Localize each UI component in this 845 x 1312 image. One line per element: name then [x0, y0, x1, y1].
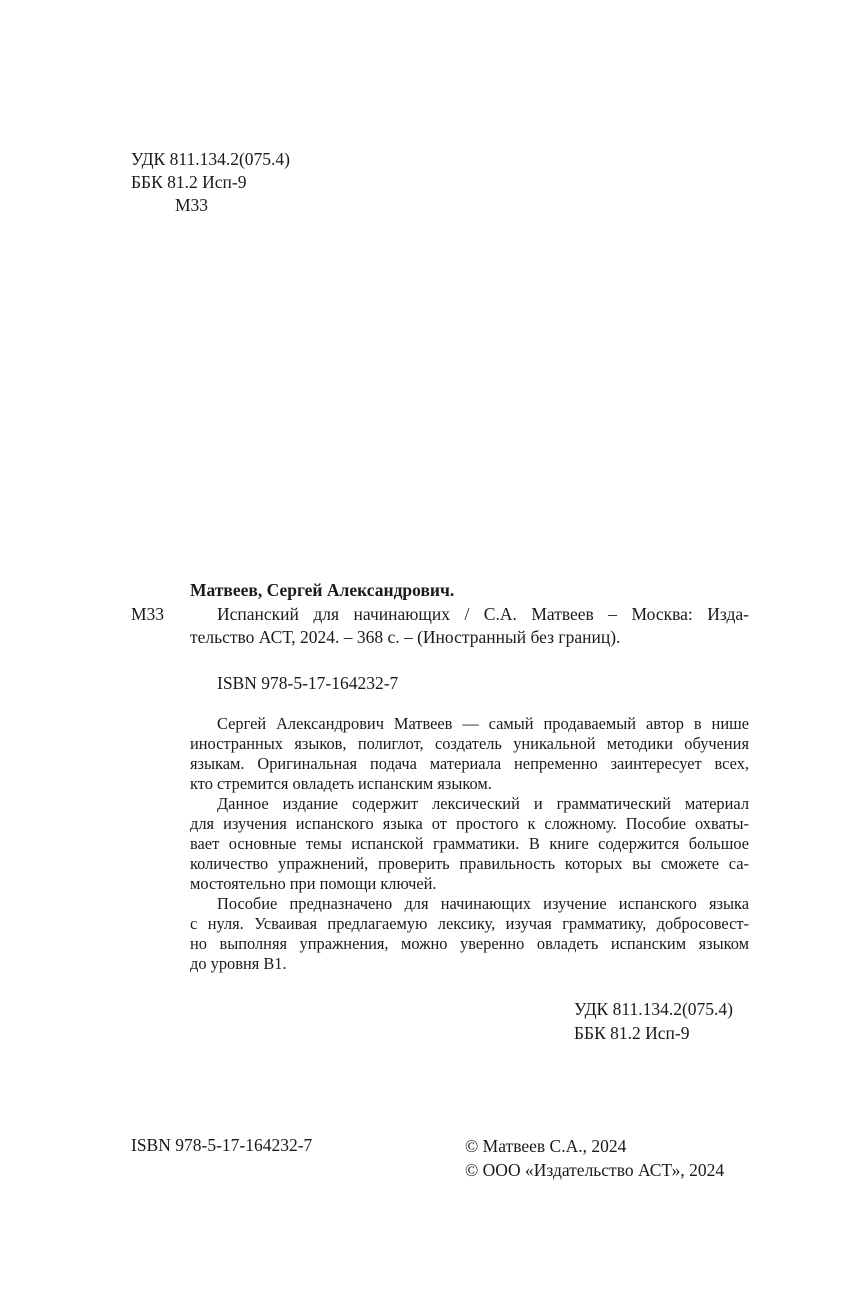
- annotation-line: Сергей Александрович Матвеев — самый продаваемый автор в нише: [217, 714, 749, 733]
- annotation-line: для изучения испанского языка от простого к сложному. Пособие охваты-: [190, 814, 749, 833]
- bbk-code: ББК 81.2 Исп-9: [131, 172, 247, 192]
- annotation-line: до уровня B1.: [190, 954, 287, 973]
- annotation-line: Пособие предназначено для начинающих изучение испанского языка: [217, 894, 749, 913]
- record-description-line-1: Испанский для начинающих / С.А. Матвеев – Москва: Изда-: [217, 604, 749, 624]
- copyright-author: © Матвеев С.А., 2024: [465, 1136, 627, 1156]
- annotation-line: иностранных языков, полиглот, создатель уникальной методики обучения: [190, 734, 749, 753]
- record-author: Матвеев, Сергей Александрович.: [190, 580, 455, 600]
- catalog-index-bottom: [574, 997, 733, 1045]
- record-isbn: ISBN 978-5-17-164232-7: [217, 673, 399, 693]
- annotation-line: мостоятельно при помощи ключей.: [190, 874, 437, 893]
- annotation-line: кто стремится овладеть испанским языком.: [190, 774, 492, 793]
- annotation-line: вает основные темы испанской грамматики. В книге содержится большое: [190, 834, 749, 853]
- annotation-paragraph-3: [190, 894, 749, 974]
- udk-code: УДК 811.134.2(075.4): [131, 149, 290, 169]
- copyright-publisher: © ООО «Издательство АСТ», 2024: [465, 1160, 725, 1180]
- copyright-block: [465, 1134, 724, 1182]
- annotation-line: с нуля. Усваивая предлагаемую лексику, изучая грамматику, добросовест-: [190, 914, 749, 933]
- author-mark: М33: [175, 195, 209, 215]
- footer-isbn: ISBN 978-5-17-164232-7: [131, 1135, 313, 1155]
- annotation-paragraph-2: [190, 794, 749, 894]
- annotation-paragraph-1: [190, 714, 749, 794]
- catalog-index-top: [131, 148, 290, 217]
- annotation-line: но выполняя упражнения, можно уверенно овладеть испанским языком: [190, 934, 749, 953]
- record-description-line-2: тельство АСТ, 2024. – 368 с. – (Иностранный без границ).: [190, 627, 621, 647]
- annotation-line: языкам. Оригинальная подача материала непременно заинтересует всех,: [190, 754, 749, 773]
- annotation-line: количество упражнений, проверить правильность которых вы сможете са-: [190, 854, 749, 873]
- udk-code: УДК 811.134.2(075.4): [574, 999, 733, 1019]
- annotation: [190, 714, 749, 974]
- bbk-code: ББК 81.2 Исп-9: [574, 1023, 690, 1043]
- record-author-mark: М33: [131, 604, 165, 624]
- annotation-line: Данное издание содержит лексический и грамматический материал: [217, 794, 749, 813]
